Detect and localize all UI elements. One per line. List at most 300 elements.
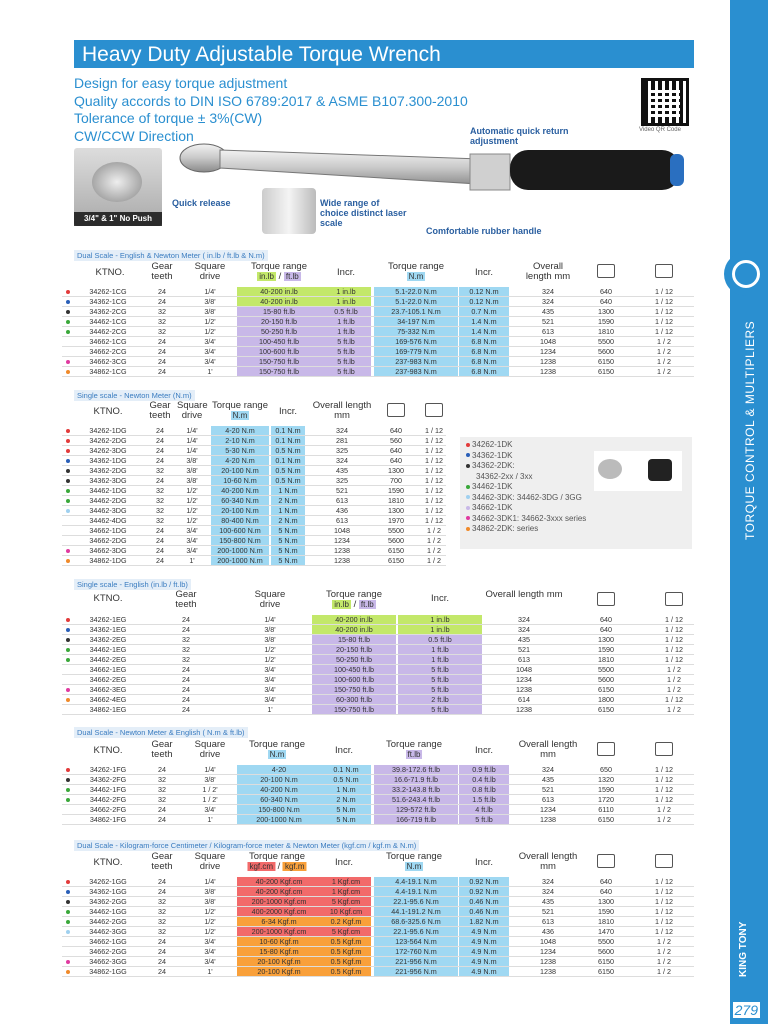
cell-w: 640 — [390, 426, 402, 435]
cell-s: 1' — [207, 367, 213, 376]
table-title: Dual Scale - Newton Meter & English ( N.m & ft.lb) — [74, 727, 248, 738]
table-row — [62, 937, 694, 947]
table-row — [62, 615, 694, 625]
cell-p: 1 / 12 — [655, 307, 673, 316]
cell-l: 325 — [336, 476, 348, 485]
cell-l: 521 — [518, 645, 530, 654]
cell-p: 1 / 12 — [425, 516, 443, 525]
cell-r: 200-1000 N.m — [211, 556, 269, 565]
cell-r2: 68.6-325.6 N.m — [374, 917, 458, 926]
cell-r: 200-1000 Kgf.cm — [237, 897, 321, 906]
cell-p: 1 / 12 — [655, 917, 673, 926]
cell-r2: 4.4-19.1 N.m — [374, 887, 458, 896]
cell-g: 32 — [158, 775, 166, 784]
cell-w: 640 — [390, 446, 402, 455]
cell-p: 1 / 12 — [655, 927, 673, 936]
cell-k: 34662-3CG — [89, 357, 127, 366]
legend-dot-icon — [466, 443, 470, 447]
cell-i2: 0.12 N.m — [459, 297, 509, 306]
cell-g: 32 — [156, 516, 164, 525]
cell-w: 5600 — [598, 675, 614, 684]
cell-r: 80-400 N.m — [211, 516, 269, 525]
cell-r: 40-200 in.lb — [312, 625, 396, 634]
cell-i: 2 N.m — [271, 516, 305, 525]
table-row — [62, 967, 694, 977]
cell-r2: 221-956 N.m — [374, 967, 458, 976]
cell-r: 15-80 ft.lb — [312, 635, 396, 644]
color-dot-icon — [66, 559, 70, 563]
table-row — [62, 357, 694, 367]
color-dot-icon — [66, 310, 70, 314]
cell-r: 40-200 in.lb — [237, 297, 321, 306]
cell-p: 1 / 2 — [657, 967, 671, 976]
cell-w: 5500 — [598, 665, 614, 674]
cell-w: 6150 — [598, 815, 614, 824]
cell-p: 1 / 12 — [665, 695, 683, 704]
callout-quick-release: Quick release — [172, 198, 231, 208]
torque-wrench-image — [170, 140, 690, 210]
weight-icon — [597, 854, 615, 868]
cell-l: 1238 — [540, 367, 556, 376]
cell-g: 24 — [158, 937, 166, 946]
cell-s: 1/2' — [186, 506, 198, 515]
cell-i: 2 N.m — [271, 496, 305, 505]
cell-l: 1048 — [540, 337, 556, 346]
cell-i2: 5 ft.lb — [459, 815, 509, 824]
cell-p: 1 / 2 — [657, 805, 671, 814]
cell-l: 614 — [518, 695, 530, 704]
cell-r: 150-750 ft.lb — [237, 367, 321, 376]
callout-auto-return: Automatic quick return adjustment — [470, 126, 569, 146]
table-row — [62, 897, 694, 907]
cell-p: 1 / 12 — [425, 426, 443, 435]
cell-s: 1/4' — [186, 426, 198, 435]
color-dot-icon — [66, 429, 70, 433]
cell-p: 1 / 2 — [657, 957, 671, 966]
table-row — [62, 546, 446, 556]
legend-dot-icon — [466, 516, 470, 520]
col-ktno: KTNO. — [93, 857, 123, 868]
cell-l: 1234 — [334, 536, 350, 545]
cell-s: 1/2' — [204, 917, 216, 926]
cell-g: 32 — [156, 496, 164, 505]
cell-s: 3/4' — [204, 957, 216, 966]
cell-i: 1 N.m — [271, 506, 305, 515]
cell-g: 24 — [156, 556, 164, 565]
section-tab[interactable] — [724, 252, 768, 296]
cell-l: 1238 — [540, 957, 556, 966]
cell-p: 1 / 12 — [655, 785, 673, 794]
cell-i: 0.5 N.m — [271, 476, 305, 485]
cell-l: 324 — [542, 287, 554, 296]
cell-i2: 0.92 N.m — [459, 887, 509, 896]
cell-w: 1970 — [388, 516, 404, 525]
table-row — [62, 367, 694, 377]
cell-k: 34462-1CG — [89, 317, 127, 326]
cell-r: 50-250 ft.lb — [312, 655, 396, 664]
cell-g: 24 — [182, 705, 190, 714]
cell-w: 1300 — [598, 897, 614, 906]
cell-r2: 33.2-143.8 ft.lb — [374, 785, 458, 794]
cell-l: 1238 — [540, 815, 556, 824]
adapter-kit-image — [594, 451, 682, 491]
cell-r: 40-200 N.m — [211, 486, 269, 495]
col-incr2: Incr. — [475, 857, 493, 868]
cell-s: 3/4' — [264, 675, 276, 684]
cell-w: 5500 — [388, 526, 404, 535]
cell-i: 1 Kgf.cm — [321, 877, 371, 886]
cell-g: 24 — [182, 625, 190, 634]
legend-text: 34362-1DK — [472, 450, 513, 460]
col-incr2: Incr. — [475, 745, 493, 756]
cell-i2: 1.5 ft.lb — [459, 795, 509, 804]
cell-r2: 169-576 N.m — [374, 337, 458, 346]
cell-w: 700 — [390, 476, 402, 485]
cell-i: 5 N.m — [321, 815, 371, 824]
cell-s: 1 / 2' — [202, 785, 218, 794]
cell-g: 32 — [158, 795, 166, 804]
cell-i: 5 Kgf.cm — [321, 927, 371, 936]
legend-text: 34662-3DK1: 34662-3xxx series — [472, 513, 587, 523]
cell-g: 24 — [156, 536, 164, 545]
cell-i: 1 N.m — [271, 486, 305, 495]
col-length: Overall length mm — [518, 851, 578, 872]
cell-w: 1300 — [598, 635, 614, 644]
cell-l: 435 — [336, 466, 348, 475]
cell-r: 10-60 Kgf.m — [237, 937, 321, 946]
cell-p: 1 / 12 — [655, 765, 673, 774]
cell-i: 5 ft.lb — [398, 685, 482, 694]
cell-s: 1/2' — [204, 907, 216, 916]
cell-k: 34462-1FG — [89, 785, 127, 794]
cell-l: 436 — [542, 927, 554, 936]
col-torque-range: Torque range in.lb / ft.lb — [326, 589, 382, 610]
cell-i2: 4.9 N.m — [459, 967, 509, 976]
cell-r: 40-200 in.lb — [237, 287, 321, 296]
cell-r: 2-10 N.m — [211, 436, 269, 445]
cell-r: 4-20 N.m — [211, 426, 269, 435]
legend-dot-icon — [466, 495, 470, 499]
cell-s: 3/8' — [204, 897, 216, 906]
col-torque-range: Torque range kgf.cm / kgf.m — [249, 851, 305, 872]
cell-g: 24 — [158, 357, 166, 366]
cell-r2: 221-956 N.m — [374, 957, 458, 966]
cell-l: 1234 — [540, 347, 556, 356]
cell-p: 1 / 12 — [665, 655, 683, 664]
cell-k: 34862-1FG — [89, 815, 127, 824]
legend-box — [460, 437, 692, 549]
cell-k: 34362-2FG — [89, 775, 127, 784]
cell-k: 34462-1GG — [89, 907, 127, 916]
cell-l: 324 — [542, 887, 554, 896]
cell-r2: 39.8-172.6 ft.lb — [374, 765, 458, 774]
cell-i: 0.1 N.m — [271, 456, 305, 465]
col-gear: Gear teeth — [151, 851, 173, 872]
color-dot-icon — [66, 788, 70, 792]
table-row — [62, 516, 446, 526]
table-row — [62, 347, 694, 357]
cell-s: 3/4' — [264, 685, 276, 694]
cell-r2: 44.1-191.2 N.m — [374, 907, 458, 916]
cell-w: 5600 — [388, 536, 404, 545]
color-dot-icon — [66, 499, 70, 503]
cell-s: 1' — [207, 815, 213, 824]
cell-s: 1/2' — [204, 927, 216, 936]
legend-item — [466, 524, 692, 535]
cell-k: 34662-1CG — [89, 337, 127, 346]
table-body — [62, 287, 694, 377]
cell-s: 3/8' — [186, 456, 198, 465]
cell-l: 324 — [542, 297, 554, 306]
table-title: Single scale - Newton Meter (N.m) — [74, 390, 195, 401]
cell-w: 640 — [600, 625, 612, 634]
table-row — [62, 297, 694, 307]
legend-dot-icon — [466, 464, 470, 468]
color-dot-icon — [66, 778, 70, 782]
cell-i: 1 ft.lb — [321, 327, 371, 336]
table-header — [74, 852, 694, 876]
cell-l: 1048 — [334, 526, 350, 535]
cell-l: 324 — [336, 456, 348, 465]
cell-l: 1238 — [516, 685, 532, 694]
color-dot-icon — [66, 930, 70, 934]
color-dot-icon — [66, 549, 70, 553]
cell-w: 1300 — [598, 307, 614, 316]
cell-r: 4-20 — [237, 765, 321, 774]
legend-dot-icon — [466, 485, 470, 489]
cell-i: 0.1 N.m — [321, 765, 371, 774]
table-row — [62, 317, 694, 327]
cell-l: 324 — [542, 765, 554, 774]
cell-k: 34462-3DG — [89, 506, 127, 515]
cell-g: 24 — [158, 297, 166, 306]
table-row — [62, 536, 446, 546]
table-row — [62, 506, 446, 516]
col-ktno: KTNO. — [93, 406, 123, 417]
cell-l: 1048 — [516, 665, 532, 674]
cell-k: 34462-3GG — [89, 927, 127, 936]
table-row — [62, 635, 694, 645]
cell-r: 100-600 ft.lb — [237, 347, 321, 356]
color-dot-icon — [66, 960, 70, 964]
package-icon — [655, 264, 673, 278]
cell-w: 6150 — [598, 367, 614, 376]
table-row — [62, 775, 694, 785]
table-row — [62, 426, 446, 436]
cell-k: 34462-1DG — [89, 486, 127, 495]
cell-l: 435 — [542, 307, 554, 316]
cell-l: 521 — [542, 785, 554, 794]
cell-p: 1 / 2 — [657, 357, 671, 366]
cell-g: 24 — [156, 526, 164, 535]
cell-p: 1 / 2 — [667, 705, 681, 714]
cell-i2: 1.4 N.m — [459, 327, 509, 336]
cell-w: 6150 — [598, 967, 614, 976]
cell-g: 32 — [158, 785, 166, 794]
cell-k: 34362-1GG — [89, 887, 127, 896]
cell-l: 436 — [336, 506, 348, 515]
table-row — [62, 496, 446, 506]
cell-w: 1590 — [598, 645, 614, 654]
cell-g: 32 — [156, 506, 164, 515]
cell-r2: 34-197 N.m — [374, 317, 458, 326]
cell-i: 1 ft.lb — [398, 645, 482, 654]
table-title: Dual Scale - Kilogram-force Centimeter / Kilogram-force meter & Newton Meter (kgf.cm / kgf.m & N.m) — [74, 840, 419, 851]
cell-w: 650 — [600, 765, 612, 774]
cell-r: 40-200 Kgf.cm — [237, 887, 321, 896]
table-row — [62, 456, 446, 466]
cell-r2: 5.1-22.0 N.m — [374, 297, 458, 306]
table-row — [62, 645, 694, 655]
color-dot-icon — [66, 360, 70, 364]
cell-i: 0.5 Kgf.m — [321, 957, 371, 966]
cell-r: 100-600 N.m — [211, 526, 269, 535]
col-gear: Gear teeth — [151, 261, 173, 282]
cell-p: 1 / 12 — [655, 775, 673, 784]
cell-w: 640 — [600, 877, 612, 886]
col-gear: Gear teeth — [149, 400, 171, 421]
table-row — [62, 695, 694, 705]
cell-p: 1 / 12 — [655, 887, 673, 896]
qr-code-icon[interactable] — [641, 78, 689, 126]
color-dot-icon — [66, 628, 70, 632]
cell-s: 1/2' — [186, 516, 198, 525]
weight-icon — [597, 264, 615, 278]
cell-r: 60-300 ft.lb — [312, 695, 396, 704]
cell-g: 24 — [158, 815, 166, 824]
cell-w: 1320 — [598, 775, 614, 784]
color-dot-icon — [66, 648, 70, 652]
color-dot-icon — [66, 638, 70, 642]
col-torque-range-nm: Torque range N.m — [388, 261, 444, 281]
cell-k: 34262-2DG — [89, 436, 127, 445]
table-row — [62, 685, 694, 695]
color-dot-icon — [66, 290, 70, 294]
cell-g: 32 — [158, 907, 166, 916]
table-row — [62, 765, 694, 775]
cell-g: 32 — [182, 645, 190, 654]
cell-l: 613 — [518, 655, 530, 664]
legend-dot-icon — [466, 527, 470, 531]
cell-k: 34362-2CG — [89, 307, 127, 316]
cell-w: 6110 — [598, 805, 614, 814]
table-row — [62, 526, 446, 536]
cell-l: 613 — [336, 496, 348, 505]
cell-g: 24 — [158, 957, 166, 966]
cell-s: 3/4' — [204, 937, 216, 946]
cell-l: 613 — [542, 917, 554, 926]
cell-k: 34662-3EG — [89, 685, 127, 694]
table-row — [62, 947, 694, 957]
color-dot-icon — [66, 449, 70, 453]
table-row — [62, 795, 694, 805]
cell-r: 40-200 Kgf.cm — [237, 877, 321, 886]
cell-l: 613 — [542, 327, 554, 336]
color-dot-icon — [66, 798, 70, 802]
cell-s: 3/4' — [186, 526, 198, 535]
color-dot-icon — [66, 890, 70, 894]
cell-p: 1 / 12 — [425, 456, 443, 465]
cell-p: 1 / 2 — [657, 337, 671, 346]
feature-item: CW/CCW Direction — [74, 127, 194, 144]
cell-p: 1 / 12 — [655, 327, 673, 336]
cell-k: 34662-2EG — [89, 675, 127, 684]
cell-s: 3/8' — [186, 466, 198, 475]
cell-k: 34362-2EG — [89, 635, 127, 644]
cell-s: 1/2' — [186, 496, 198, 505]
color-dot-icon — [66, 459, 70, 463]
cell-p: 1 / 2 — [657, 815, 671, 824]
callout-laser-scale: Wide range of choice distinct laser scale — [320, 198, 407, 228]
table-row — [62, 337, 694, 347]
table-title: Dual Scale - English & Newton Meter ( in.lb / ft.lb & N.m) — [74, 250, 268, 261]
cell-k: 34262-1FG — [89, 765, 127, 774]
legend-item — [466, 514, 692, 525]
cell-k: 34362-2GG — [89, 897, 127, 906]
cell-l: 324 — [542, 877, 554, 886]
table-body — [62, 426, 446, 566]
cell-l: 281 — [336, 436, 348, 445]
cell-i: 5 ft.lb — [321, 347, 371, 356]
cell-r2: 123-564 N.m — [374, 937, 458, 946]
cell-s: 3/4' — [204, 805, 216, 814]
cell-s: 3/4' — [186, 536, 198, 545]
col-torque-range: Torque range N.m — [212, 400, 268, 420]
cell-k: 34262-1DG — [89, 426, 127, 435]
cell-i2: 0.46 N.m — [459, 897, 509, 906]
legend-text: 34262-1DK — [472, 440, 513, 449]
table-row — [62, 957, 694, 967]
cell-k: 34662-1EG — [89, 665, 127, 674]
table-row — [62, 327, 694, 337]
cell-p: 1 / 2 — [657, 937, 671, 946]
weight-icon — [597, 742, 615, 756]
col-incr: Incr. — [335, 857, 353, 868]
cell-w: 640 — [600, 287, 612, 296]
color-dot-icon — [66, 439, 70, 443]
cell-w: 1300 — [388, 466, 404, 475]
cell-i2: 6.8 N.m — [459, 357, 509, 366]
cell-l: 1234 — [540, 947, 556, 956]
cell-k: 34462-1EG — [89, 645, 127, 654]
cell-s: 1 / 2' — [202, 795, 218, 804]
color-dot-icon — [66, 479, 70, 483]
cell-r2: 4.4-19.1 N.m — [374, 877, 458, 886]
cell-k: 34662-1GG — [89, 937, 127, 946]
cell-i2: 0.4 ft.lb — [459, 775, 509, 784]
cell-r: 150-800 N.m — [211, 536, 269, 545]
cell-l: 324 — [518, 615, 530, 624]
cell-r2: 172-760 N.m — [374, 947, 458, 956]
table-title: Single scale - English (in.lb / ft.lb) — [74, 579, 191, 590]
cell-l: 1238 — [540, 357, 556, 366]
cell-k: 34662-2GG — [89, 947, 127, 956]
legend-dot-icon — [466, 453, 470, 457]
legend-dot-icon — [466, 506, 470, 510]
cell-k: 34362-3DG — [89, 476, 127, 485]
cell-r: 20-100 Kgf.m — [237, 957, 321, 966]
cell-w: 6150 — [388, 556, 404, 565]
cell-w: 1300 — [388, 506, 404, 515]
table-body — [62, 615, 694, 715]
cell-s: 3/4' — [204, 357, 216, 366]
cell-r: 20-150 ft.lb — [237, 317, 321, 326]
color-dot-icon — [66, 698, 70, 702]
table-row — [62, 877, 694, 887]
table-row — [62, 887, 694, 897]
col-square: Square drive — [194, 739, 226, 760]
cell-p: 1 / 2 — [657, 367, 671, 376]
